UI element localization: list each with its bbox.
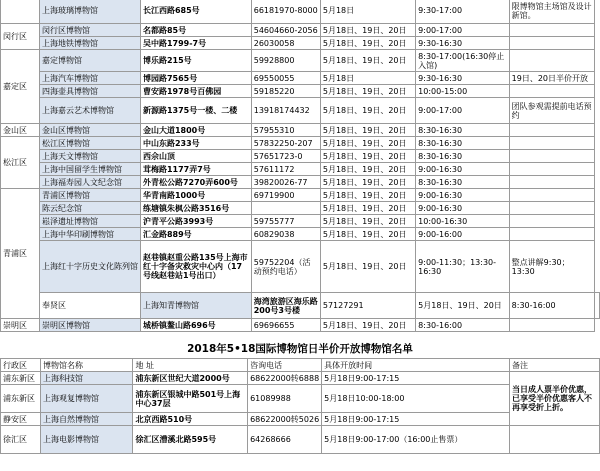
museum-phone: 59755777 (251, 215, 320, 228)
museum-address: 海湾旅游区海乐路200号3号楼 (251, 293, 320, 319)
museum-phone: 69719900 (251, 189, 320, 202)
museum-name: 上海红十字历史文化陈列馆 (39, 241, 140, 293)
note-cell (595, 293, 600, 319)
museum-address: 浦东新区世纪大道2000号 (133, 372, 248, 385)
table-row (1, 24, 600, 37)
museum-address: 练塘镇朱枫公路3516号 (140, 202, 251, 215)
table-row (1, 124, 600, 137)
museum-address: 华青南路1000号 (140, 189, 251, 202)
open-hours: 8:30-16:30 (416, 137, 509, 150)
open-hours: 9:00-16:30 (416, 189, 509, 202)
table-row (1, 85, 600, 98)
district-cell: 浦东新区 (1, 372, 41, 385)
open-hours: 8:30-16:30 (416, 176, 509, 189)
table-row (1, 0, 600, 24)
note-cell (509, 150, 594, 163)
museum-phone: 57127291 (320, 293, 415, 319)
museum-address: 名都路85号 (140, 24, 251, 37)
museum-phone: 59185220 (251, 85, 320, 98)
note-cell: 19日、20日半价开放 (509, 72, 594, 85)
note-cell (509, 50, 594, 72)
note-cell (509, 228, 594, 241)
table-row (1, 50, 600, 72)
museum-phone: 69550055 (251, 72, 320, 85)
table-row (1, 72, 600, 85)
museum-name: 上海电影博物馆 (40, 426, 133, 454)
museum-address: 外青松公路7270弄600号 (140, 176, 251, 189)
open-hours: 8:30-17:00(16:30停止入馆) (416, 50, 509, 72)
museum-phone: 60829038 (251, 228, 320, 241)
district-cell: 徐汇区 (1, 426, 41, 454)
open-dates: 5月18日、19日、20日 (320, 215, 415, 228)
note-cell (509, 319, 594, 332)
open-dates: 5月18日、19日、20日 (416, 293, 509, 319)
open-hours: 9:30-16:30 (416, 37, 509, 50)
open-hours: 9:00-17:00 (416, 98, 509, 124)
table-row (1, 202, 600, 215)
table-row (1, 228, 600, 241)
open-hours: 9:00-16:30 (416, 163, 509, 176)
note-cell (509, 137, 594, 150)
header-name: 博物馆名称 (40, 359, 133, 372)
table-row (1, 150, 600, 163)
museum-phone: 26030058 (251, 37, 320, 50)
museum-address: 茸梅路1177弄7号 (140, 163, 251, 176)
open-dates: 5月18日、19日、20日 (320, 241, 415, 293)
open-time: 5月18日9:00-17:15 (322, 372, 510, 385)
table-row (1, 215, 600, 228)
note-cell (509, 124, 594, 137)
district-cell: 闵行区 (1, 24, 40, 50)
museum-address: 曹安路1978号百佛园 (140, 85, 251, 98)
table-row (1, 372, 600, 385)
district-cell: 崇明区 (1, 319, 40, 332)
museum-address: 汇金路889号 (140, 228, 251, 241)
note-cell (509, 37, 594, 50)
open-dates: 5月18日、19日、20日 (320, 50, 415, 72)
open-dates: 5月18日、19日、20日 (320, 189, 415, 202)
open-dates: 5月18日、19日、20日 (320, 137, 415, 150)
open-hours: 9:30-16:30 (416, 72, 509, 85)
district-cell: 青浦区 (1, 189, 40, 319)
open-dates: 5月18日、19日、20日 (320, 150, 415, 163)
museum-name: 上海汽车博物馆 (39, 72, 140, 85)
museum-phone: 57832250-207 (251, 137, 320, 150)
museum-name: 上海地铁博物馆 (39, 37, 140, 50)
museum-address: 徐汇区漕溪北路595号 (133, 426, 248, 454)
note-cell (509, 202, 594, 215)
museum-phone (251, 202, 320, 215)
district-cell: 嘉定区 (1, 50, 40, 124)
note-cell: 当日成人票半价优惠，已享受半价优惠客人不再享受折上折。 (510, 372, 600, 426)
note-cell: 团队参观需提前电话预约 (509, 98, 594, 124)
table-row (1, 37, 600, 50)
open-hours: 8:30-16:00 (509, 293, 594, 319)
table-row (1, 293, 600, 319)
museum-name: 上海天文博物馆 (39, 150, 140, 163)
open-hours: 9:00-16:00 (416, 228, 509, 241)
museum-name: 上海观复博物馆 (40, 385, 133, 413)
note-cell: 限博物馆主场馆及设计新馆。 (509, 0, 594, 24)
district-cell: 松江区 (1, 137, 40, 189)
museum-name: 上海中华印刷博物馆 (39, 228, 140, 241)
note-cell (509, 176, 594, 189)
note-cell (509, 163, 594, 176)
table-header-row (1, 359, 600, 372)
table-row (1, 426, 600, 454)
open-hours: 9:00-16:30 (416, 202, 509, 215)
open-hours: 8:30-16:30 (416, 124, 509, 137)
museum-name: 金山区博物馆 (39, 124, 140, 137)
museum-name: 上海嘉云艺术博物馆 (39, 98, 140, 124)
museum-name: 四海壶具博物馆 (39, 85, 140, 98)
museum-phone: 68622000转6888 (248, 372, 322, 385)
museum-phone: 57611172 (251, 163, 320, 176)
museum-halfprice-table (0, 358, 600, 454)
open-hours: 8:30-16:30 (416, 150, 509, 163)
header-note: 备注 (510, 359, 600, 372)
open-dates: 5月18日 (320, 0, 415, 24)
table-row (1, 137, 600, 150)
open-time: 5月18日9:00-17:00（16:00止售票） (322, 426, 510, 454)
museum-phone: 61089988 (248, 385, 322, 413)
open-dates: 5月18日、19日、20日 (320, 24, 415, 37)
museum-address: 新源路1375号一楼、二楼 (140, 98, 251, 124)
note-cell (509, 189, 594, 202)
museum-name: 上海福寿园人文纪念馆 (39, 176, 140, 189)
museum-phone: 64268666 (248, 426, 322, 454)
district-cell: 静安区 (1, 413, 41, 426)
museum-name: 闵行区博物馆 (39, 24, 140, 37)
open-dates: 5月18日 (320, 72, 415, 85)
museum-phone: 39820026-77 (251, 176, 320, 189)
museum-address: 北京西路510号 (133, 413, 248, 426)
museum-address: 博乐路215号 (140, 50, 251, 72)
museum-name: 上海科技馆 (40, 372, 133, 385)
museum-address: 博园路7565号 (140, 72, 251, 85)
header-time: 具体开放时间 (322, 359, 510, 372)
museum-name: 崧泽遗址博物馆 (39, 215, 140, 228)
open-dates: 5月18日、19日、20日 (320, 37, 415, 50)
page-title: 2018年5•18国际博物馆日半价开放博物馆名单 (187, 343, 413, 355)
museum-phone: 54604660-2056 (251, 24, 320, 37)
header-phone: 咨询电话 (248, 359, 322, 372)
district-cell: 奉贤区 (39, 293, 140, 319)
museum-name: 青浦区博物馆 (39, 189, 140, 202)
open-dates: 5月18日、19日、20日 (320, 228, 415, 241)
museum-address: 浦东新区银城中路501号上海中心37层 (133, 385, 248, 413)
open-dates: 5月18日、19日、20日 (320, 163, 415, 176)
museum-phone: 13918174432 (251, 98, 320, 124)
museum-phone: 59752204（活动预约电话） (251, 241, 320, 293)
museum-phone: 68622000转5026 (248, 413, 322, 426)
table-row (1, 189, 600, 202)
open-hours: 9:30-17:00 (416, 0, 509, 24)
note-cell: 整点讲解9:30；13:30 (509, 241, 594, 293)
district-cell: 浦东新区 (1, 385, 41, 413)
museum-address: 城桥镇鳌山路696号 (140, 319, 251, 332)
open-hours: 10:00-15:00 (416, 85, 509, 98)
museum-address: 沪青平公路3993号 (140, 215, 251, 228)
open-time: 5月18日9:00-17:15 (322, 413, 510, 426)
museum-phone: 57651723-0 (251, 150, 320, 163)
museum-name: 上海自然博物馆 (40, 413, 133, 426)
open-hours: 9:00-11:30；13:30-16:30 (416, 241, 509, 293)
open-dates: 5月18日、19日、20日 (320, 98, 415, 124)
museum-name: 崇明区博物馆 (39, 319, 140, 332)
museum-address: 金山大道1800号 (140, 124, 251, 137)
note-cell (510, 426, 600, 454)
open-dates: 5月18日、19日、20日 (320, 202, 415, 215)
open-dates: 5月18日、19日、20日 (320, 124, 415, 137)
open-dates: 5月18日、19日、20日 (320, 176, 415, 189)
table-row (1, 98, 600, 124)
note-cell (509, 85, 594, 98)
museum-address: 长江西路685号 (140, 0, 251, 24)
district-cell (1, 0, 40, 24)
note-cell (509, 24, 594, 37)
museum-name: 嘉定博物馆 (39, 50, 140, 72)
museum-phone: 69696655 (251, 319, 320, 332)
museum-address: 中山东路233号 (140, 137, 251, 150)
open-time: 5月18日10:00-18:00 (322, 385, 510, 413)
museum-name: 陈云纪念馆 (39, 202, 140, 215)
museum-address: 西佘山顶 (140, 150, 251, 163)
museum-address: 吴中路1799-7号 (140, 37, 251, 50)
table-row (1, 163, 600, 176)
open-hours: 8:30-16:00 (416, 319, 509, 332)
museum-address: 赵巷镇赵重公路135号上海市红十字备灾救灾中心内（17号线赵巷站1号出口） (140, 241, 251, 293)
museum-name: 上海知青博物馆 (140, 293, 251, 319)
header-address: 地 址 (133, 359, 248, 372)
museum-name: 上海玻璃博物馆 (39, 0, 140, 24)
open-hours: 10:00-16:30 (416, 215, 509, 228)
open-dates: 5月18日、19日、20日 (320, 319, 415, 332)
district-cell: 金山区 (1, 124, 40, 137)
table-row (1, 176, 600, 189)
header-district: 行政区 (1, 359, 41, 372)
museum-phone: 57955310 (251, 124, 320, 137)
note-cell (509, 215, 594, 228)
table-row (1, 241, 600, 293)
open-dates: 5月18日、19日、20日 (320, 85, 415, 98)
table-row (1, 319, 600, 332)
museum-phone: 59928800 (251, 50, 320, 72)
museum-phone: 66181970-8000 (251, 0, 320, 24)
museum-name: 松江区博物馆 (39, 137, 140, 150)
museum-name: 上海中国留学生博物馆 (39, 163, 140, 176)
open-hours: 9:00-17:00 (416, 24, 509, 37)
